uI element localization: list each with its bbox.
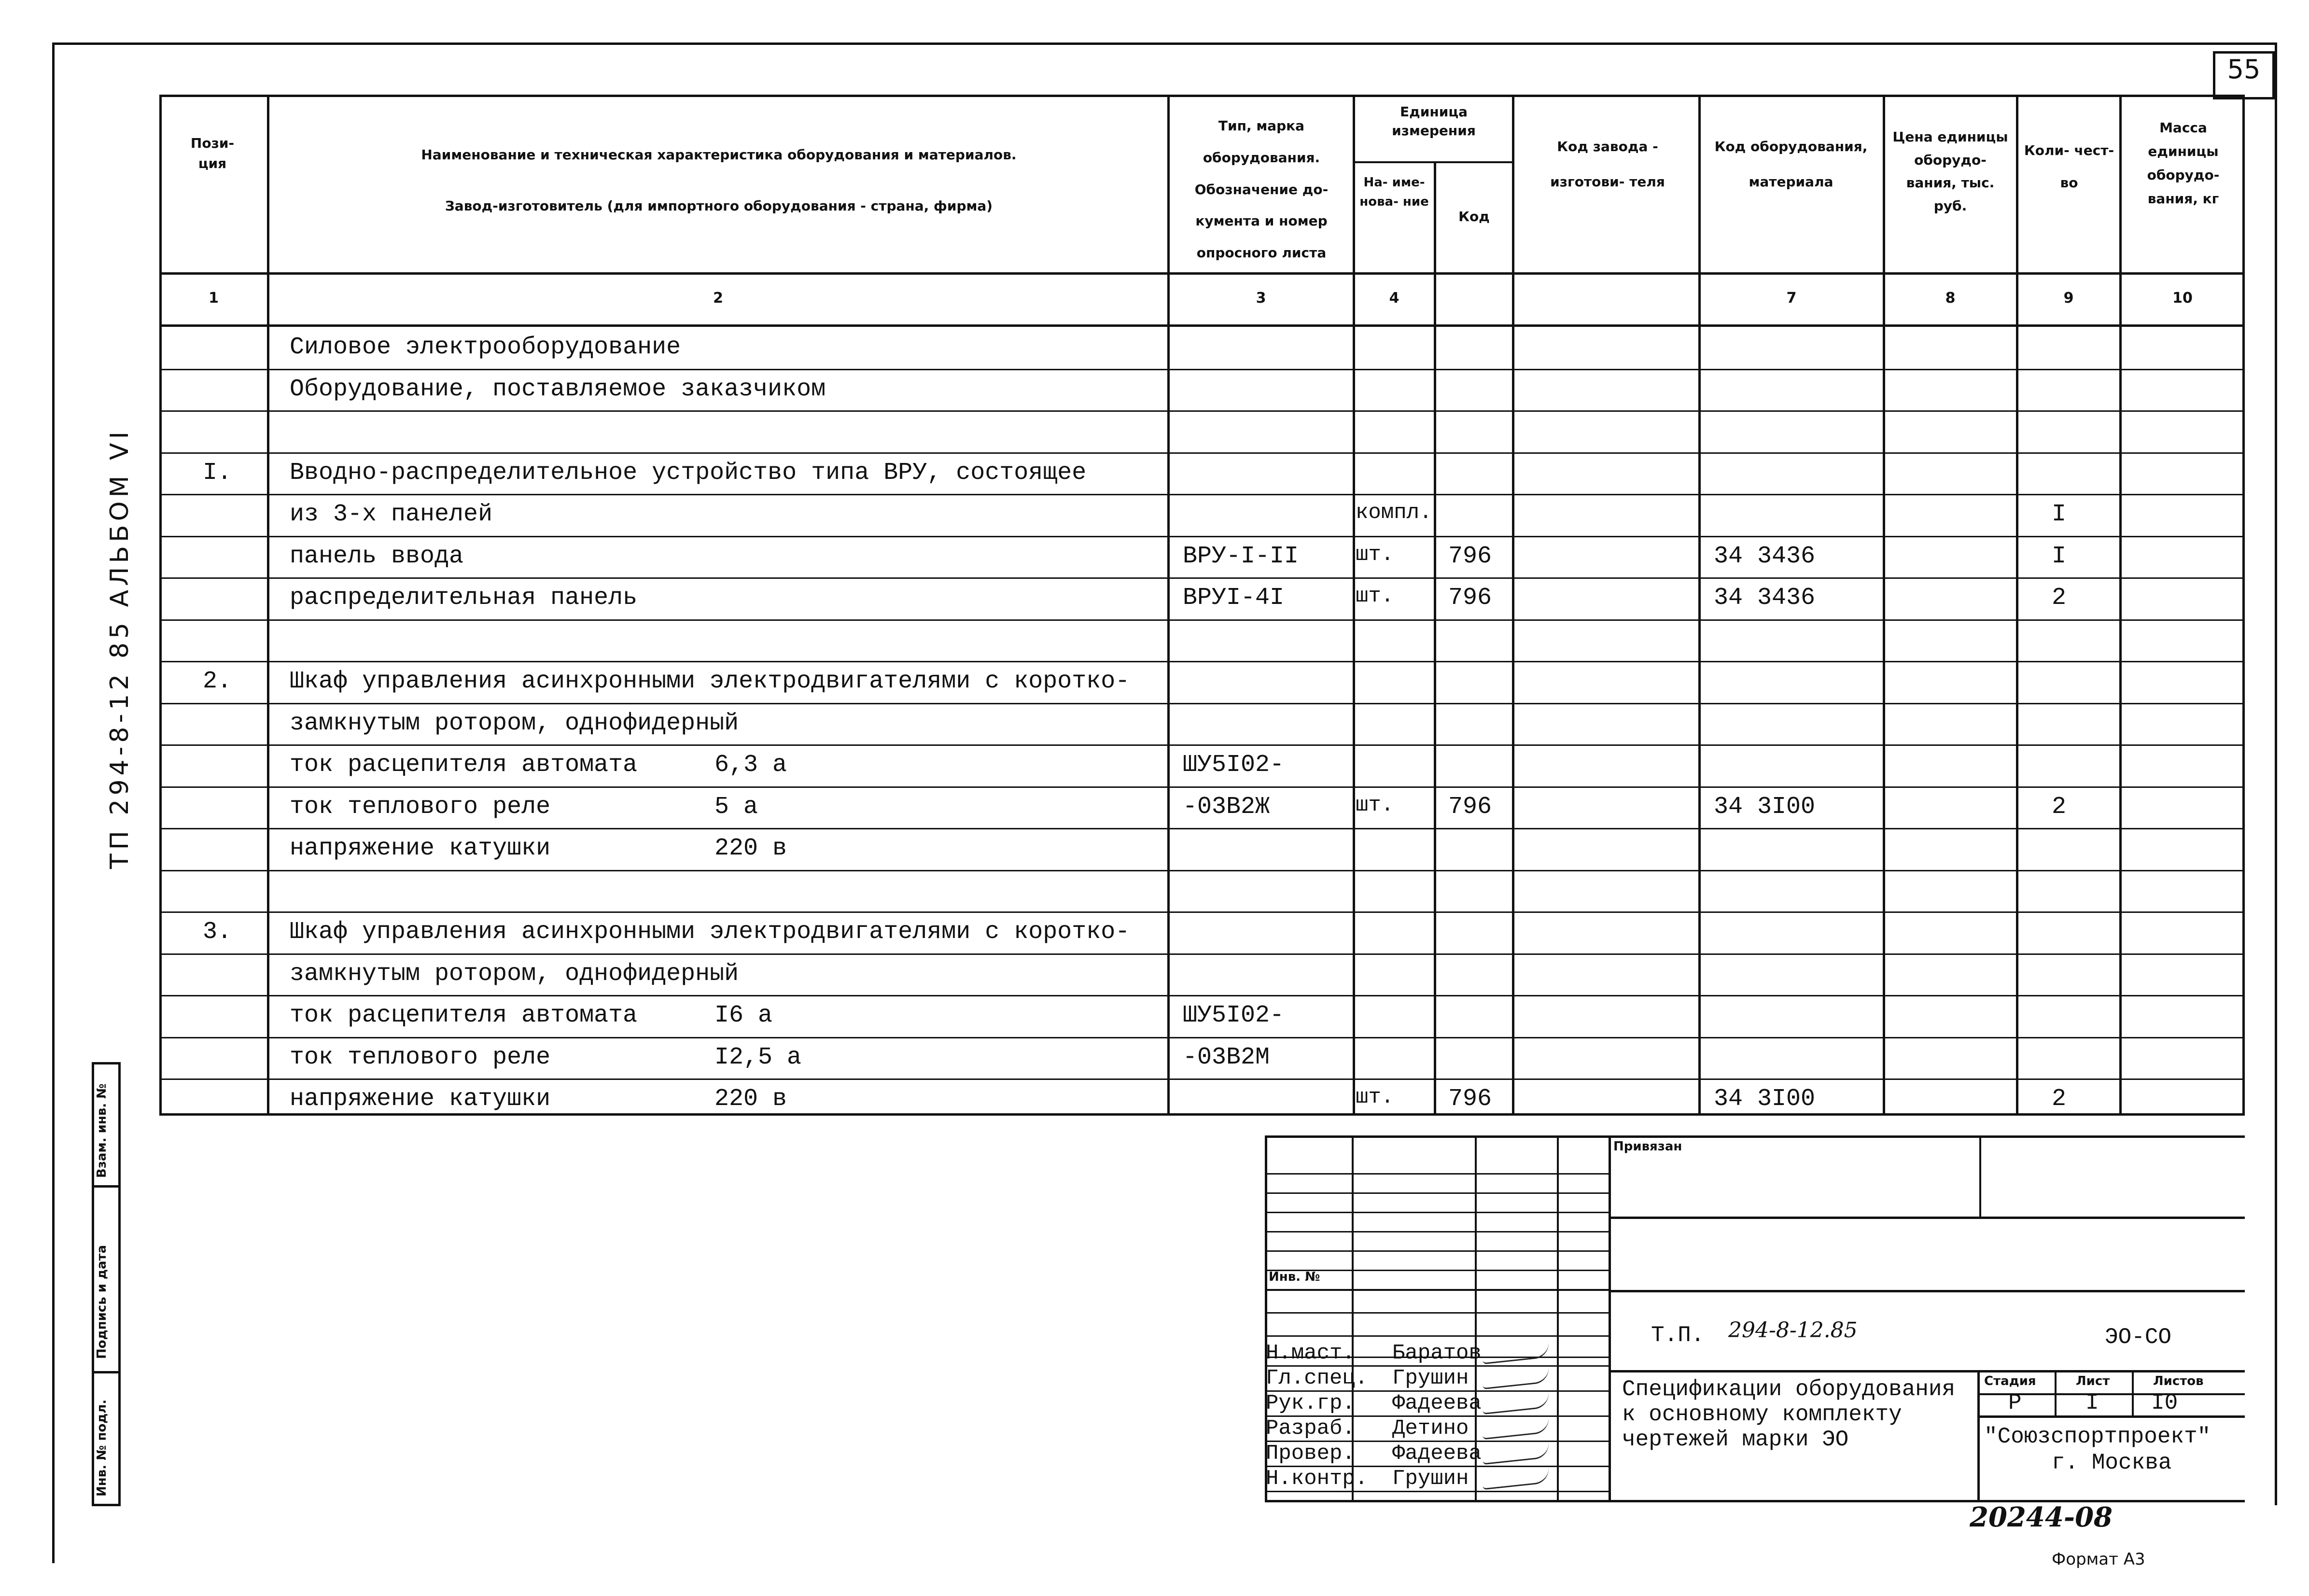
- row-type: ШУ5I02-: [1183, 751, 1285, 779]
- row-separator: [159, 452, 2245, 454]
- row-quantity: 2: [2052, 1085, 2067, 1113]
- row-name: ток расцепителя автомата: [290, 751, 638, 779]
- row-separator: [159, 536, 2245, 537]
- header-price: Цена единицы оборудо- вания, тыс. руб.: [1892, 129, 2008, 214]
- row-quantity: 2: [2052, 584, 2067, 612]
- row-name: Шкаф управления асинхронными электродвигателями с коротко-: [290, 918, 1130, 946]
- row-material-code: 34 3436: [1714, 584, 1816, 612]
- tb-role-line: [1265, 1491, 1609, 1492]
- col-line: [1167, 95, 1170, 1116]
- colnum-4: 4: [1389, 290, 1399, 307]
- header-unit-code: Код: [1458, 209, 1490, 224]
- tb-grid-line: [1265, 1312, 1609, 1314]
- tb-grid-line: [1265, 1212, 1609, 1213]
- stamp-cell-vzam-inv: Взам. инв. №: [95, 1083, 109, 1178]
- row-name: напряжение катушки: [290, 1085, 551, 1113]
- colnum-9: 9: [2063, 290, 2074, 307]
- row-separator: [159, 494, 2245, 495]
- row-name: ток теплового реле: [290, 793, 551, 821]
- tb-line: [1609, 1370, 2245, 1372]
- row-separator: [159, 661, 2245, 662]
- header-material-code: Код оборудования, материала: [1714, 139, 1868, 190]
- row-quantity: I: [2052, 501, 2067, 528]
- page-number: 55: [2227, 54, 2261, 84]
- header-unit-group: Единица измерения: [1392, 104, 1476, 139]
- row-name: распределительная панель: [290, 584, 638, 612]
- row-type: ВРУ-I-II: [1183, 543, 1299, 570]
- row-separator: [159, 1078, 2245, 1080]
- row-unit: шт.: [1356, 1085, 1394, 1109]
- col-line: [1698, 95, 1701, 1116]
- frame-right: [2275, 42, 2277, 1505]
- row-unit: компл.: [1356, 501, 1432, 525]
- header-quantity: Коли- чест- во: [2024, 142, 2114, 191]
- inventory-number: 20244-08: [1970, 1501, 2113, 1533]
- tb-person-name: Фадеева: [1392, 1442, 1482, 1466]
- tb-role: Н.маст.: [1266, 1341, 1355, 1365]
- row-quantity: 2: [2052, 793, 2067, 821]
- sheets-value: I0: [2151, 1390, 2178, 1415]
- row-type: -03В2Ж: [1183, 793, 1270, 821]
- doc-number: 294-8-12.85: [1728, 1318, 1858, 1343]
- colnum-3: 3: [1256, 290, 1266, 307]
- tb-grid-line: [1265, 1335, 1609, 1337]
- unit-group-line: [1353, 161, 1512, 163]
- col-line: [1883, 95, 1885, 1116]
- sheets-label: Листов: [2153, 1374, 2204, 1388]
- col-line: [1353, 95, 1355, 1116]
- privyazan-label: Привязан: [1613, 1139, 1682, 1154]
- tb-line: [1265, 1289, 1609, 1291]
- col-line: [267, 95, 269, 1116]
- colnum-7: 7: [1786, 290, 1797, 307]
- tb-priv-divider: [1979, 1135, 1981, 1218]
- col-line: [2016, 95, 2018, 1116]
- row-material-code: 34 3I00: [1714, 1085, 1816, 1113]
- tb-grid-line: [1265, 1173, 1609, 1175]
- colnum-10: 10: [2172, 290, 2193, 307]
- row-separator: [159, 911, 2245, 913]
- row-unit-code: 796: [1448, 543, 1492, 570]
- frame-left: [52, 42, 55, 1563]
- row-separator: [159, 410, 2245, 412]
- org-city: г. Москва: [2052, 1450, 2172, 1475]
- row-value: I2,5 а: [714, 1044, 802, 1071]
- row-separator: [159, 369, 2245, 370]
- row-name: Вводно-распределительное устройство типа ВРУ, состоящее: [290, 459, 1087, 487]
- row-unit: шт.: [1356, 584, 1394, 608]
- stage-label: Стадия: [1984, 1374, 2036, 1388]
- tb-person-name: Фадеева: [1392, 1391, 1482, 1415]
- title-line-2: к основному комплекту: [1622, 1402, 1902, 1427]
- row-name: панель ввода: [290, 543, 464, 570]
- tb-line: [1609, 1217, 2245, 1219]
- tb-grid-line: [1265, 1250, 1609, 1252]
- row-value: 6,3 а: [714, 751, 787, 779]
- row-separator: [159, 870, 2245, 871]
- header-unit-name: На- име- нова- ние: [1359, 175, 1429, 210]
- row-separator: [159, 619, 2245, 621]
- row-name: из 3-х панелей: [290, 501, 493, 528]
- tb-role: Н.контр.: [1266, 1467, 1368, 1491]
- tb-person-name: Детино: [1392, 1416, 1469, 1441]
- colnum-bottom-line: [159, 324, 2245, 327]
- row-position: 2.: [203, 668, 232, 695]
- row-type: ВРУI-4I: [1183, 584, 1285, 612]
- tb-stage-divider: [1977, 1370, 1980, 1502]
- stamp-divider: [92, 1371, 121, 1373]
- stage-value: Р: [2008, 1390, 2022, 1415]
- row-value: 220 в: [714, 835, 787, 862]
- row-separator: [159, 786, 2245, 788]
- header-position: Пози- ция: [190, 135, 235, 171]
- row-value: 5 а: [714, 793, 758, 821]
- row-name: замкнутым ротором, однофидерный: [290, 960, 739, 988]
- header-name-line2: Завод-изготовитель (для импортного оборудования - страна, фирма): [445, 198, 993, 214]
- stamp-cell-signature-date: Подпись и дата: [95, 1245, 109, 1359]
- tb-role: Рук.гр.: [1266, 1391, 1355, 1415]
- col-line: [2119, 95, 2122, 1116]
- row-value: I6 а: [714, 1002, 773, 1029]
- header-mass: Масса единицы оборудо- вания, кг: [2147, 120, 2220, 207]
- row-unit-code: 796: [1448, 793, 1492, 821]
- header-type: Тип, марка оборудования. Обозначение до- кумента и номер опросного листа: [1194, 118, 1329, 261]
- stamp-divider: [92, 1185, 121, 1188]
- tb-col: [1557, 1135, 1559, 1502]
- stamp-cell-inv-podl: Инв. № подл.: [95, 1399, 109, 1497]
- row-name: Шкаф управления асинхронными электродвигателями с коротко-: [290, 668, 1130, 695]
- colnum-8: 8: [1945, 290, 1956, 307]
- doc-mark: ЭО-СО: [2105, 1325, 2172, 1350]
- row-name: ток теплового реле: [290, 1044, 551, 1071]
- header-plant-code: Код завода - изготови- теля: [1550, 139, 1665, 190]
- row-type: ШУ5I02-: [1183, 1002, 1285, 1029]
- frame-top: [53, 42, 2277, 45]
- row-quantity: I: [2052, 543, 2067, 570]
- row-separator: [159, 703, 2245, 704]
- row-name: ток расцепителя автомата: [290, 1002, 638, 1029]
- tb-person-name: Баратов: [1392, 1341, 1482, 1365]
- tb-role: Провер.: [1266, 1442, 1355, 1466]
- row-separator: [159, 577, 2245, 579]
- tb-line: [1609, 1290, 2245, 1292]
- tb-line: [1977, 1415, 2245, 1418]
- row-value: 220 в: [714, 1085, 787, 1113]
- row-separator: [159, 744, 2245, 746]
- colnum-1: 1: [209, 290, 219, 307]
- row-separator: [159, 1037, 2245, 1038]
- title-line-3: чертежей марки ЭО: [1622, 1427, 1849, 1452]
- row-name: замкнутым ротором, однофидерный: [290, 710, 739, 737]
- tb-person-name: Грушин: [1392, 1467, 1469, 1491]
- header-name-line1: Наименование и техническая характеристика оборудования и материалов.: [421, 147, 1017, 163]
- tb-role: Разраб.: [1266, 1416, 1355, 1441]
- row-name: Силовое электрооборудование: [290, 334, 681, 361]
- album-label: ТП 294-8-12 85 АЛЬБОМ VI: [105, 428, 134, 869]
- tb-role: Гл.спец.: [1266, 1366, 1368, 1390]
- row-separator: [159, 995, 2245, 996]
- row-name: Оборудование, поставляемое заказчиком: [290, 376, 826, 403]
- tb-grid-line: [1265, 1192, 1609, 1194]
- tb-grid-line: [1265, 1231, 1609, 1232]
- row-type: -03В2М: [1183, 1044, 1270, 1071]
- row-material-code: 34 3436: [1714, 543, 1816, 570]
- row-separator: [159, 828, 2245, 829]
- row-position: 3.: [203, 918, 232, 946]
- col-line: [1512, 95, 1514, 1116]
- row-unit-code: 796: [1448, 1085, 1492, 1113]
- header-bottom-line: [159, 272, 2245, 275]
- sheet-value: I: [2085, 1390, 2099, 1415]
- inv-no-label: Инв. №: [1269, 1270, 1320, 1284]
- row-unit: шт.: [1356, 793, 1394, 817]
- row-name: напряжение катушки: [290, 835, 551, 862]
- colnum-2: 2: [713, 290, 723, 307]
- row-unit-code: 796: [1448, 584, 1492, 612]
- org-name: "Союзспортпроект": [1984, 1424, 2211, 1449]
- row-material-code: 34 3I00: [1714, 793, 1816, 821]
- tb-col: [1609, 1135, 1611, 1502]
- tb-person-name: Грушин: [1392, 1366, 1469, 1390]
- format-label: Формат А3: [2052, 1550, 2145, 1569]
- title-line-1: Спецификации оборудования: [1622, 1377, 1956, 1402]
- row-position: I.: [203, 459, 232, 487]
- row-unit: шт.: [1356, 543, 1394, 567]
- row-separator: [159, 953, 2245, 955]
- doc-code: Т.П.: [1651, 1323, 1705, 1348]
- sheet-label: Лист: [2076, 1374, 2110, 1388]
